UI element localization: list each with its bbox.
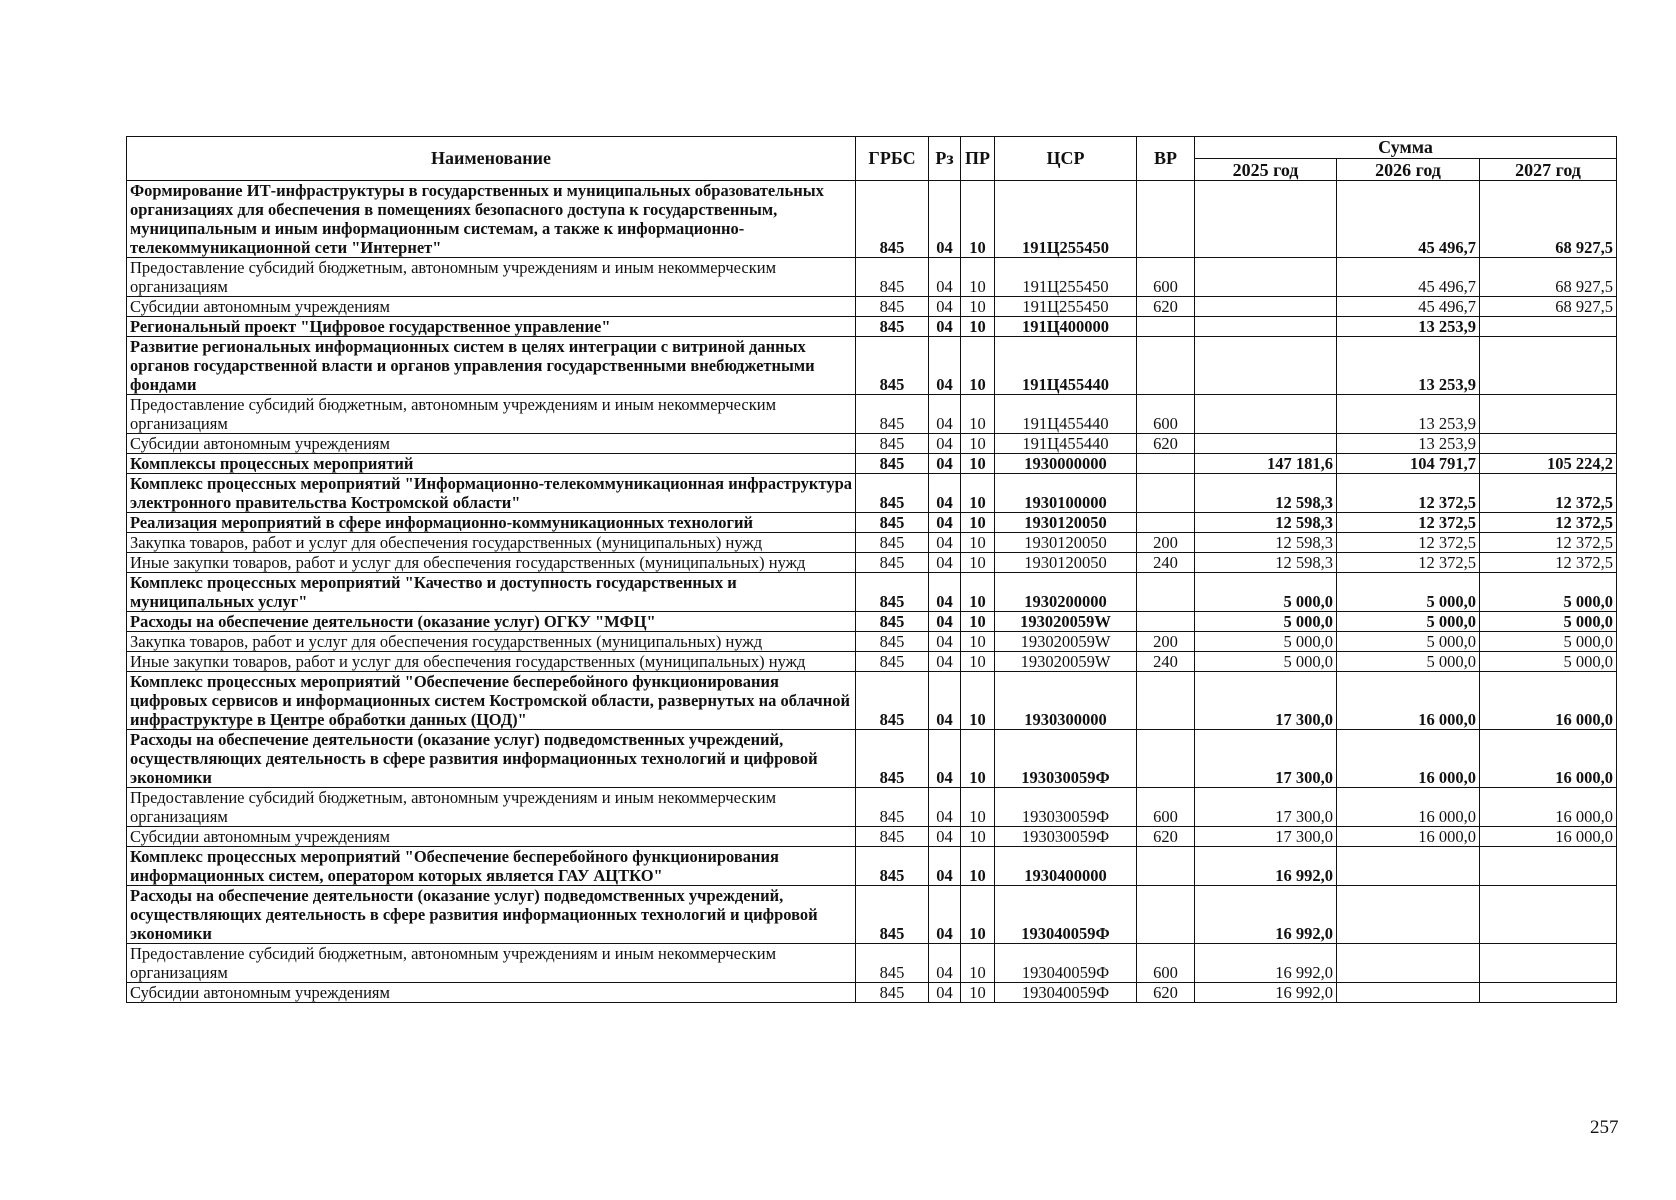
cell-vr: 200: [1137, 533, 1195, 553]
table-row: [127, 533, 1617, 553]
table-row: [127, 297, 1617, 317]
cell-2026: 16 000,0: [1337, 827, 1480, 847]
cell-2025: [1195, 258, 1337, 297]
cell-rz: 04: [929, 573, 961, 612]
cell-name: Иные закупки товаров, работ и услуг для обеспечения государственных (муниципальных) нужд: [127, 553, 856, 573]
cell-csr: 1930120050: [995, 513, 1137, 533]
cell-csr: 191Ц255450: [995, 181, 1137, 258]
cell-grbs: 845: [856, 652, 929, 672]
cell-2026: 12 372,5: [1337, 533, 1480, 553]
table-row: [127, 827, 1617, 847]
cell-pr: 10: [961, 827, 995, 847]
cell-rz: 04: [929, 886, 961, 944]
cell-vr: [1137, 317, 1195, 337]
cell-rz: 04: [929, 474, 961, 513]
cell-pr: 10: [961, 513, 995, 533]
cell-2025: 5 000,0: [1195, 632, 1337, 652]
cell-2025: 16 992,0: [1195, 847, 1337, 886]
cell-csr: 1930300000: [995, 672, 1137, 730]
table-row: [127, 847, 1617, 886]
cell-2027: [1480, 944, 1617, 983]
cell-2025: [1195, 181, 1337, 258]
table-body: [127, 181, 1617, 1003]
cell-rz: 04: [929, 181, 961, 258]
table-row: [127, 788, 1617, 827]
cell-csr: 1930400000: [995, 847, 1137, 886]
cell-name: Развитие региональных информационных систем в целях интеграции с витриной данных органов государственной власти и органов управления государственными внебюджетными фондами: [127, 337, 856, 395]
table-row: [127, 886, 1617, 944]
cell-grbs: 845: [856, 181, 929, 258]
cell-name: Реализация мероприятий в сфере информационно-коммуникационных технологий: [127, 513, 856, 533]
cell-rz: 04: [929, 788, 961, 827]
table-row: [127, 395, 1617, 434]
cell-2025: 17 300,0: [1195, 730, 1337, 788]
header-grbs: ГРБС: [856, 137, 929, 181]
cell-2027: 16 000,0: [1480, 672, 1617, 730]
cell-vr: [1137, 730, 1195, 788]
cell-grbs: 845: [856, 573, 929, 612]
table-row: [127, 632, 1617, 652]
cell-pr: 10: [961, 730, 995, 788]
cell-2025: 147 181,6: [1195, 454, 1337, 474]
cell-grbs: 845: [856, 553, 929, 573]
cell-name: Субсидии автономным учреждениям: [127, 297, 856, 317]
cell-2026: 16 000,0: [1337, 730, 1480, 788]
header-pr: ПР: [961, 137, 995, 181]
cell-vr: [1137, 337, 1195, 395]
cell-grbs: 845: [856, 317, 929, 337]
cell-vr: 600: [1137, 258, 1195, 297]
cell-vr: 240: [1137, 652, 1195, 672]
cell-csr: 1930200000: [995, 573, 1137, 612]
cell-name: Расходы на обеспечение деятельности (оказание услуг) ОГКУ "МФЦ": [127, 612, 856, 632]
cell-grbs: 845: [856, 533, 929, 553]
cell-vr: [1137, 672, 1195, 730]
cell-2026: 13 253,9: [1337, 317, 1480, 337]
cell-grbs: 845: [856, 827, 929, 847]
cell-2026: 13 253,9: [1337, 434, 1480, 454]
table-row: [127, 317, 1617, 337]
cell-pr: 10: [961, 297, 995, 317]
cell-csr: 1930120050: [995, 553, 1137, 573]
cell-vr: 620: [1137, 434, 1195, 454]
cell-2026: 13 253,9: [1337, 395, 1480, 434]
cell-2026: 5 000,0: [1337, 573, 1480, 612]
cell-rz: 04: [929, 827, 961, 847]
cell-vr: 600: [1137, 395, 1195, 434]
cell-2026: 45 496,7: [1337, 297, 1480, 317]
cell-name: Комплексы процессных мероприятий: [127, 454, 856, 474]
cell-2026: 45 496,7: [1337, 181, 1480, 258]
cell-2027: 68 927,5: [1480, 297, 1617, 317]
cell-2027: [1480, 434, 1617, 454]
cell-2026: [1337, 886, 1480, 944]
cell-vr: [1137, 474, 1195, 513]
cell-grbs: 845: [856, 434, 929, 454]
cell-name: Комплекс процессных мероприятий "Обеспечение бесперебойного функционирования информационных систем, оператором которых является ГАУ АЦТКО": [127, 847, 856, 886]
cell-2026: 12 372,5: [1337, 513, 1480, 533]
cell-grbs: 845: [856, 944, 929, 983]
cell-name: Субсидии автономным учреждениям: [127, 434, 856, 454]
table-row: [127, 944, 1617, 983]
cell-rz: 04: [929, 652, 961, 672]
cell-csr: 191Ц255450: [995, 297, 1137, 317]
cell-csr: 1930120050: [995, 533, 1137, 553]
cell-rz: 04: [929, 730, 961, 788]
cell-csr: 193020059W: [995, 652, 1137, 672]
cell-2025: [1195, 297, 1337, 317]
cell-2027: 5 000,0: [1480, 632, 1617, 652]
cell-2027: 68 927,5: [1480, 258, 1617, 297]
cell-2025: 16 992,0: [1195, 983, 1337, 1003]
cell-2027: 5 000,0: [1480, 652, 1617, 672]
cell-2025: 12 598,3: [1195, 533, 1337, 553]
cell-name: Комплекс процессных мероприятий "Качество и доступность государственных и муниципальных услуг": [127, 573, 856, 612]
cell-vr: [1137, 454, 1195, 474]
header-year-2026: 2026 год: [1337, 159, 1480, 181]
cell-name: Субсидии автономным учреждениям: [127, 983, 856, 1003]
cell-pr: 10: [961, 788, 995, 827]
cell-2025: 12 598,3: [1195, 513, 1337, 533]
cell-2026: 5 000,0: [1337, 632, 1480, 652]
cell-2026: 12 372,5: [1337, 553, 1480, 573]
header-year-2027: 2027 год: [1480, 159, 1617, 181]
cell-2027: 16 000,0: [1480, 730, 1617, 788]
cell-csr: 191Ц400000: [995, 317, 1137, 337]
cell-2027: 16 000,0: [1480, 827, 1617, 847]
cell-rz: 04: [929, 847, 961, 886]
cell-2025: 12 598,3: [1195, 474, 1337, 513]
cell-2026: 13 253,9: [1337, 337, 1480, 395]
cell-rz: 04: [929, 337, 961, 395]
cell-rz: 04: [929, 944, 961, 983]
table-row: [127, 513, 1617, 533]
cell-2027: 16 000,0: [1480, 788, 1617, 827]
cell-pr: 10: [961, 553, 995, 573]
cell-grbs: 845: [856, 788, 929, 827]
cell-vr: [1137, 513, 1195, 533]
cell-vr: [1137, 573, 1195, 612]
cell-name: Региональный проект "Цифровое государственное управление": [127, 317, 856, 337]
table-row: [127, 258, 1617, 297]
cell-2027: 12 372,5: [1480, 474, 1617, 513]
cell-rz: 04: [929, 395, 961, 434]
header-name: Наименование: [127, 137, 856, 181]
cell-rz: 04: [929, 454, 961, 474]
cell-grbs: 845: [856, 730, 929, 788]
cell-name: Предоставление субсидий бюджетным, автономным учреждениям и иным некоммерческим организациям: [127, 395, 856, 434]
cell-name: Предоставление субсидий бюджетным, автономным учреждениям и иным некоммерческим организациям: [127, 258, 856, 297]
cell-name: Расходы на обеспечение деятельности (оказание услуг) подведомственных учреждений, осуществляющих деятельность в сфере развития информационных технологий и цифровой экономики: [127, 886, 856, 944]
cell-2027: [1480, 337, 1617, 395]
cell-2025: [1195, 317, 1337, 337]
cell-grbs: 845: [856, 612, 929, 632]
cell-pr: 10: [961, 395, 995, 434]
cell-2026: [1337, 944, 1480, 983]
cell-csr: 191Ц455440: [995, 337, 1137, 395]
cell-2026: 45 496,7: [1337, 258, 1480, 297]
cell-2025: 17 300,0: [1195, 672, 1337, 730]
cell-name: Комплекс процессных мероприятий "Обеспечение бесперебойного функционирования цифровых сервисов и информационных систем Костромской области, развернутых на облачной инфраструктуре в Центре обработки данных (ЦОД)": [127, 672, 856, 730]
cell-rz: 04: [929, 513, 961, 533]
budget-table: [126, 136, 1617, 1003]
cell-2026: 12 372,5: [1337, 474, 1480, 513]
cell-2027: [1480, 847, 1617, 886]
cell-pr: 10: [961, 258, 995, 297]
header-rz: Рз: [929, 137, 961, 181]
cell-pr: 10: [961, 317, 995, 337]
table-header: [127, 137, 1617, 181]
table-row: [127, 983, 1617, 1003]
table-row: [127, 337, 1617, 395]
cell-2027: [1480, 886, 1617, 944]
table-row: [127, 181, 1617, 258]
cell-grbs: 845: [856, 297, 929, 317]
cell-2027: [1480, 395, 1617, 434]
cell-csr: 191Ц255450: [995, 258, 1137, 297]
cell-rz: 04: [929, 553, 961, 573]
cell-rz: 04: [929, 297, 961, 317]
cell-name: Комплекс процессных мероприятий "Информационно-телекоммуникационная инфраструктура электронного правительства Костромской области": [127, 474, 856, 513]
cell-csr: 1930000000: [995, 454, 1137, 474]
cell-rz: 04: [929, 632, 961, 652]
cell-pr: 10: [961, 181, 995, 258]
cell-name: Субсидии автономным учреждениям: [127, 827, 856, 847]
cell-name: Закупка товаров, работ и услуг для обеспечения государственных (муниципальных) нужд: [127, 632, 856, 652]
cell-2026: [1337, 983, 1480, 1003]
table-row: [127, 730, 1617, 788]
cell-grbs: 845: [856, 513, 929, 533]
cell-rz: 04: [929, 434, 961, 454]
cell-2026: 16 000,0: [1337, 788, 1480, 827]
cell-pr: 10: [961, 886, 995, 944]
cell-2026: [1337, 847, 1480, 886]
cell-pr: 10: [961, 944, 995, 983]
cell-vr: [1137, 181, 1195, 258]
cell-csr: 193020059W: [995, 632, 1137, 652]
cell-csr: 193030059Ф: [995, 827, 1137, 847]
table-row: [127, 612, 1617, 632]
cell-grbs: 845: [856, 474, 929, 513]
cell-2025: [1195, 434, 1337, 454]
cell-rz: 04: [929, 612, 961, 632]
cell-vr: 600: [1137, 944, 1195, 983]
cell-2025: [1195, 395, 1337, 434]
cell-2027: [1480, 317, 1617, 337]
cell-grbs: 845: [856, 258, 929, 297]
cell-rz: 04: [929, 258, 961, 297]
table-row: [127, 672, 1617, 730]
cell-csr: 193030059Ф: [995, 730, 1137, 788]
cell-2025: [1195, 337, 1337, 395]
cell-name: Предоставление субсидий бюджетным, автономным учреждениям и иным некоммерческим организациям: [127, 788, 856, 827]
cell-pr: 10: [961, 533, 995, 553]
cell-2027: 12 372,5: [1480, 553, 1617, 573]
cell-name: Предоставление субсидий бюджетным, автономным учреждениям и иным некоммерческим организациям: [127, 944, 856, 983]
cell-pr: 10: [961, 337, 995, 395]
cell-vr: [1137, 847, 1195, 886]
cell-pr: 10: [961, 652, 995, 672]
cell-csr: 191Ц455440: [995, 395, 1137, 434]
header-sum: Сумма: [1195, 137, 1617, 159]
cell-2025: 12 598,3: [1195, 553, 1337, 573]
cell-name: Закупка товаров, работ и услуг для обеспечения государственных (муниципальных) нужд: [127, 533, 856, 553]
cell-csr: 193040059Ф: [995, 983, 1137, 1003]
table-row: [127, 474, 1617, 513]
cell-csr: 193040059Ф: [995, 944, 1137, 983]
cell-2025: 17 300,0: [1195, 827, 1337, 847]
cell-vr: 600: [1137, 788, 1195, 827]
cell-2027: [1480, 983, 1617, 1003]
cell-2025: 5 000,0: [1195, 652, 1337, 672]
cell-csr: 1930100000: [995, 474, 1137, 513]
cell-csr: 193030059Ф: [995, 788, 1137, 827]
cell-name: Иные закупки товаров, работ и услуг для обеспечения государственных (муниципальных) нужд: [127, 652, 856, 672]
cell-vr: 240: [1137, 553, 1195, 573]
cell-2025: 16 992,0: [1195, 944, 1337, 983]
cell-pr: 10: [961, 434, 995, 454]
cell-2026: 5 000,0: [1337, 652, 1480, 672]
cell-pr: 10: [961, 573, 995, 612]
cell-grbs: 845: [856, 672, 929, 730]
table-row: [127, 454, 1617, 474]
cell-pr: 10: [961, 847, 995, 886]
cell-rz: 04: [929, 983, 961, 1003]
cell-rz: 04: [929, 317, 961, 337]
header-vr: ВР: [1137, 137, 1195, 181]
cell-pr: 10: [961, 474, 995, 513]
cell-grbs: 845: [856, 337, 929, 395]
cell-csr: 193020059W: [995, 612, 1137, 632]
cell-grbs: 845: [856, 632, 929, 652]
header-year-2025: 2025 год: [1195, 159, 1337, 181]
cell-rz: 04: [929, 672, 961, 730]
cell-2025: 5 000,0: [1195, 612, 1337, 632]
page-number: 257: [1590, 1117, 1619, 1138]
cell-pr: 10: [961, 672, 995, 730]
cell-2027: 12 372,5: [1480, 533, 1617, 553]
cell-2025: 16 992,0: [1195, 886, 1337, 944]
table-row: [127, 553, 1617, 573]
cell-vr: 200: [1137, 632, 1195, 652]
cell-vr: 620: [1137, 983, 1195, 1003]
cell-pr: 10: [961, 454, 995, 474]
cell-2027: 12 372,5: [1480, 513, 1617, 533]
cell-name: Расходы на обеспечение деятельности (оказание услуг) подведомственных учреждений, осуществляющих деятельность в сфере развития информационных технологий и цифровой экономики: [127, 730, 856, 788]
cell-rz: 04: [929, 533, 961, 553]
cell-grbs: 845: [856, 847, 929, 886]
cell-2025: 5 000,0: [1195, 573, 1337, 612]
cell-2026: 5 000,0: [1337, 612, 1480, 632]
table-row: [127, 573, 1617, 612]
header-csr: ЦСР: [995, 137, 1137, 181]
cell-vr: [1137, 612, 1195, 632]
cell-grbs: 845: [856, 886, 929, 944]
cell-grbs: 845: [856, 454, 929, 474]
table-row: [127, 652, 1617, 672]
cell-grbs: 845: [856, 395, 929, 434]
cell-vr: 620: [1137, 827, 1195, 847]
cell-2027: 68 927,5: [1480, 181, 1617, 258]
cell-2026: 104 791,7: [1337, 454, 1480, 474]
cell-2026: 16 000,0: [1337, 672, 1480, 730]
cell-name: Формирование ИТ-инфраструктуры в государственных и муниципальных образовательных организациях для обеспечения в помещениях безопасного доступа к государственным, муниципальным и иным информационным системам, а также к информационно-телекоммуникационной сети "Интернет": [127, 181, 856, 258]
table-row: [127, 434, 1617, 454]
cell-csr: 193040059Ф: [995, 886, 1137, 944]
cell-vr: [1137, 886, 1195, 944]
cell-2027: 105 224,2: [1480, 454, 1617, 474]
cell-csr: 191Ц455440: [995, 434, 1137, 454]
cell-vr: 620: [1137, 297, 1195, 317]
cell-pr: 10: [961, 612, 995, 632]
cell-pr: 10: [961, 632, 995, 652]
cell-grbs: 845: [856, 983, 929, 1003]
cell-pr: 10: [961, 983, 995, 1003]
cell-2025: 17 300,0: [1195, 788, 1337, 827]
cell-2027: 5 000,0: [1480, 612, 1617, 632]
cell-2027: 5 000,0: [1480, 573, 1617, 612]
